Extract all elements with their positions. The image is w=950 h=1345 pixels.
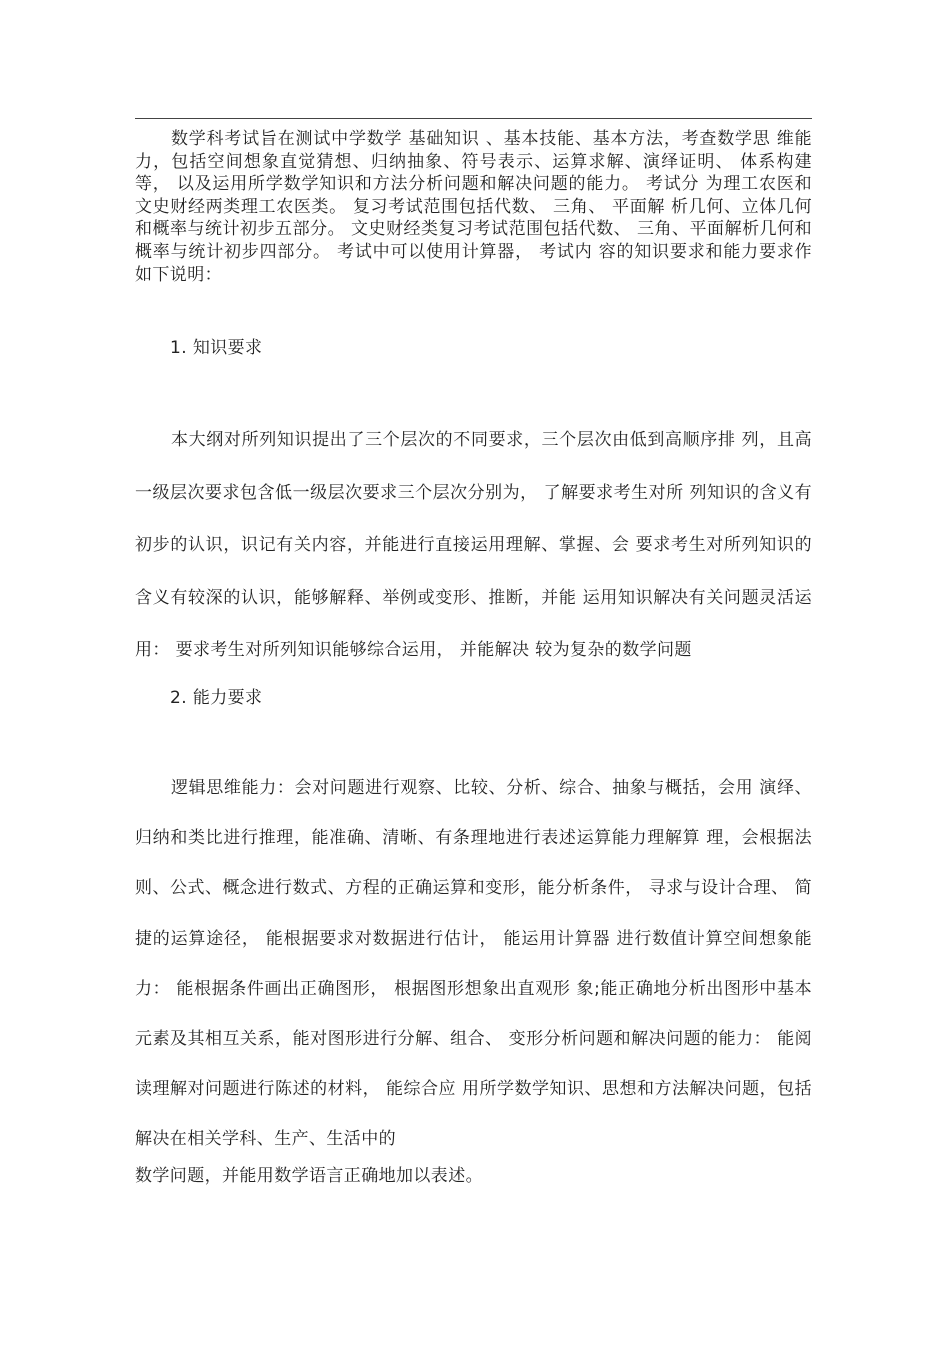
ability-paragraph: 逻辑思维能力：会对问题进行观察、比较、分析、综合、抽象与概括，会用 演绎、归纳和类比进行推理，能准确、清晰、有条理地进行表述运算能力理解算 理，会根据法则、公式、概念进行数式、方程的正确运算和变形，能分析条件， 寻求与设计合理、 简捷的运算途径， 能根据要求对数据进行估计， 能运用计算器 进行数值计算空间想象能力： 能根据条件画出正确图形， 根据图形想象出直观形 象;能正确地分析出图形中基本元素及其相互关系，能对图形进行分解、组合、 变形分析问题和解决问题的能力： 能阅读理解对问题进行陈述的材料， 能综合应 用所学数学知识、思想和方法解决问题，包括解决在相关学科、生产、生活中的 bbox=[135, 778, 812, 1150]
intro-paragraph: 数学科考试旨在测试中学数学 基础知识 、基本技能、基本方法，考查数学思 维能力，包括空间想象直觉猜想、归纳抽象、符号表示、运算求解、演绎证明、 体系构建等， 以及运用所学数学知识和方法分析问题和解决问题的能力。 考试分 为理工农医和文史财经两类理工农医类。 复习考试范围包括代数、 三角、 平面解 析几何、立体几何和概率与统计初步五部分。 文史财经类复习考试范围包括代数、 三角、平面解析几何和概率与统计初步四部分。 考试中可以使用计算器， 考试内 容的知识要求和能力要求作如下说明： bbox=[135, 129, 812, 285]
closing-line: 数学问题，并能用数学语言正确地加以表述。 bbox=[135, 1166, 483, 1186]
knowledge-paragraph: 本大纲对所列知识提出了三个层次的不同要求，三个层次由低到高顺序排 列，且高一级层次要求包含低一级层次要求三个层次分别为， 了解要求考生对所 列知识的含义有初步的认识，识记有关内容，并能进行直接运用理解、掌握、会 要求考生对所列知识的含义有较深的认识，能够解释、举例或变形、推断，并能 运用知识解决有关问题灵活运用： 要求考生对所列知识能够综合运用， 并能解决 较为复杂的数学问题 bbox=[135, 430, 812, 660]
section-heading-knowledge: 1. 知识要求 bbox=[170, 338, 263, 358]
header-rule bbox=[135, 118, 812, 119]
section-heading-ability: 2. 能力要求 bbox=[170, 688, 263, 708]
